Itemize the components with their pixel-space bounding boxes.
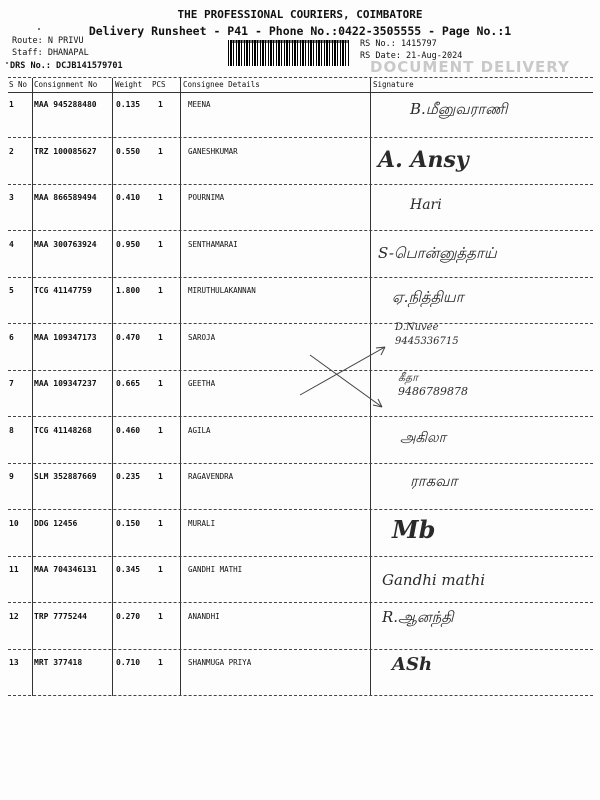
row-consignment-no: MAA 704346131 xyxy=(34,565,97,574)
row-pcs: 1 xyxy=(158,425,163,435)
row-signature: R.ஆனந்தி xyxy=(382,607,454,626)
barcode xyxy=(228,40,350,66)
column-divider xyxy=(32,78,33,696)
row-pcs: 1 xyxy=(158,100,163,109)
row-divider xyxy=(8,556,593,557)
row-sno: 2 xyxy=(9,146,14,156)
drs-number: DRS No.: DCJB141579701 xyxy=(10,61,123,71)
row-consignment-no: TCG 41148268 xyxy=(34,425,92,435)
row-consignee-name: POURNIMA xyxy=(188,193,225,202)
row-divider xyxy=(8,509,593,510)
row-consignee-name: GEETHA xyxy=(188,379,216,388)
table-top-rule xyxy=(8,77,593,78)
row-pcs: 1 xyxy=(158,518,163,528)
row-sno: 12 xyxy=(9,611,19,621)
row-consignment-no: SLM 352887669 xyxy=(34,472,97,481)
row-signature: ASh xyxy=(392,654,433,675)
rs-number: RS No.: 1415797 xyxy=(360,39,437,49)
row-sno: 9 xyxy=(9,472,14,481)
row-sno: 1 xyxy=(9,100,14,109)
row-signature: Mb xyxy=(392,514,436,544)
row-pcs: 1 xyxy=(158,146,163,156)
row-weight: 0.235 xyxy=(116,472,141,481)
row-consignment-no: MAA 300763924 xyxy=(34,239,97,249)
barcode-strip xyxy=(230,40,348,43)
row-pcs: 1 xyxy=(158,239,163,249)
row-consignment-no: TRZ 100085627 xyxy=(34,146,97,156)
row-consignment-no: MAA 945288480 xyxy=(34,100,97,109)
row-pcs: 1 xyxy=(158,332,163,342)
row-sno: 4 xyxy=(9,239,14,249)
row-divider xyxy=(8,649,593,650)
row-pcs: 1 xyxy=(158,472,163,481)
row-consignee-name: AGILA xyxy=(188,425,211,435)
row-weight: 0.665 xyxy=(116,379,141,388)
row-consignment-no: MAA 866589494 xyxy=(34,193,97,202)
row-signature: அகிலா xyxy=(400,429,446,446)
row-pcs: 1 xyxy=(158,286,163,295)
col-header-consignment: Consignment No xyxy=(34,80,98,89)
row-weight: 0.135 xyxy=(116,100,141,109)
row-consignment-no: MAA 109347237 xyxy=(34,379,97,388)
row-consignment-no: TCG 41147759 xyxy=(34,286,92,295)
row-pcs: 1 xyxy=(158,379,163,388)
row-sno: 5 xyxy=(9,286,14,295)
col-header-signature: Signature xyxy=(373,80,414,89)
routing-arrow xyxy=(290,335,400,425)
row-consignee-name: RAGAVENDRA xyxy=(188,472,234,481)
row-divider xyxy=(8,137,593,138)
row-weight: 0.550 xyxy=(116,146,141,156)
scan-dot xyxy=(38,28,40,30)
row-weight: 0.460 xyxy=(116,425,141,435)
row-weight: 0.470 xyxy=(116,332,141,342)
row-consignee-name: GANDHI MATHI xyxy=(188,565,243,574)
row-signature: D.Nuvee 9445336715 xyxy=(395,321,459,347)
row-divider xyxy=(8,695,593,696)
row-sno: 13 xyxy=(9,658,19,667)
row-weight: 1.800 xyxy=(116,286,141,295)
row-divider xyxy=(8,277,593,278)
row-sno: 8 xyxy=(9,425,14,435)
row-consignee-name: MEENA xyxy=(188,100,211,109)
row-weight: 0.710 xyxy=(116,658,141,667)
row-sno: 7 xyxy=(9,379,14,388)
row-signature: A. Ansy xyxy=(378,146,469,173)
row-sno: 10 xyxy=(9,518,19,528)
row-consignee-name: SHANMUGA PRIYA xyxy=(188,658,252,667)
document-delivery-stamp: DOCUMENT DELIVERY xyxy=(370,58,570,76)
staff-label: Staff: DHANAPAL xyxy=(12,48,89,58)
row-consignee-name: GANESHKUMAR xyxy=(188,146,238,156)
row-weight: 0.410 xyxy=(116,193,141,202)
row-pcs: 1 xyxy=(158,565,163,574)
route-label: Route: N PRIVU xyxy=(12,36,84,46)
row-signature: S-பொன்னுத்தாய் xyxy=(378,243,497,262)
row-sno: 6 xyxy=(9,332,14,342)
row-signature: Hari xyxy=(410,197,442,213)
row-signature: ராகவா xyxy=(410,472,458,490)
rs-date: RS Date: 21-Aug-2024 xyxy=(360,51,463,61)
row-signature: கீதா 9486789878 xyxy=(398,371,468,398)
row-consignment-no: TRP 7775244 xyxy=(34,611,87,621)
row-consignee-name: MIRUTHULAKANNAN xyxy=(188,286,256,295)
runsheet-title: Delivery Runsheet - P41 - Phone No.:0422-3505555 - Page No.:1 xyxy=(88,24,512,38)
row-divider xyxy=(8,230,593,231)
column-divider xyxy=(180,78,181,696)
row-sno: 3 xyxy=(9,193,14,202)
row-signature: Gandhi mathi xyxy=(382,571,486,589)
row-weight: 0.150 xyxy=(116,518,141,528)
row-signature: ஏ.நித்தியா xyxy=(392,288,464,306)
row-consignment-no: MRT 377418 xyxy=(34,658,83,667)
row-divider xyxy=(8,463,593,464)
company-title: THE PROFESSIONAL COURIERS, COIMBATORE xyxy=(177,8,423,21)
row-weight: 0.950 xyxy=(116,239,141,249)
row-sno: 11 xyxy=(9,565,19,574)
col-header-weight: Weight xyxy=(115,80,143,89)
row-divider xyxy=(8,602,593,603)
row-signature: B.மீனுவராணி xyxy=(410,100,508,118)
col-header-consignee: Consignee Details xyxy=(183,80,260,89)
header-rule xyxy=(8,92,593,93)
row-pcs: 1 xyxy=(158,193,163,202)
row-weight: 0.270 xyxy=(116,611,141,621)
row-pcs: 1 xyxy=(158,658,163,667)
col-header-sno: S No xyxy=(9,80,28,89)
row-weight: 0.345 xyxy=(116,565,141,574)
row-consignee-name: SAROJA xyxy=(188,332,216,342)
row-consignee-name: MURALI xyxy=(188,518,216,528)
row-divider xyxy=(8,184,593,185)
row-consignment-no: MAA 109347173 xyxy=(34,332,97,342)
row-pcs: 1 xyxy=(158,611,163,621)
scan-dot xyxy=(6,62,8,64)
col-header-pcs: PCS xyxy=(152,80,166,89)
row-consignee-name: ANANDHI xyxy=(188,611,220,621)
row-consignee-name: SENTHAMARAI xyxy=(188,239,238,249)
row-consignment-no: DDG 12456 xyxy=(34,518,78,528)
column-divider xyxy=(112,78,113,696)
